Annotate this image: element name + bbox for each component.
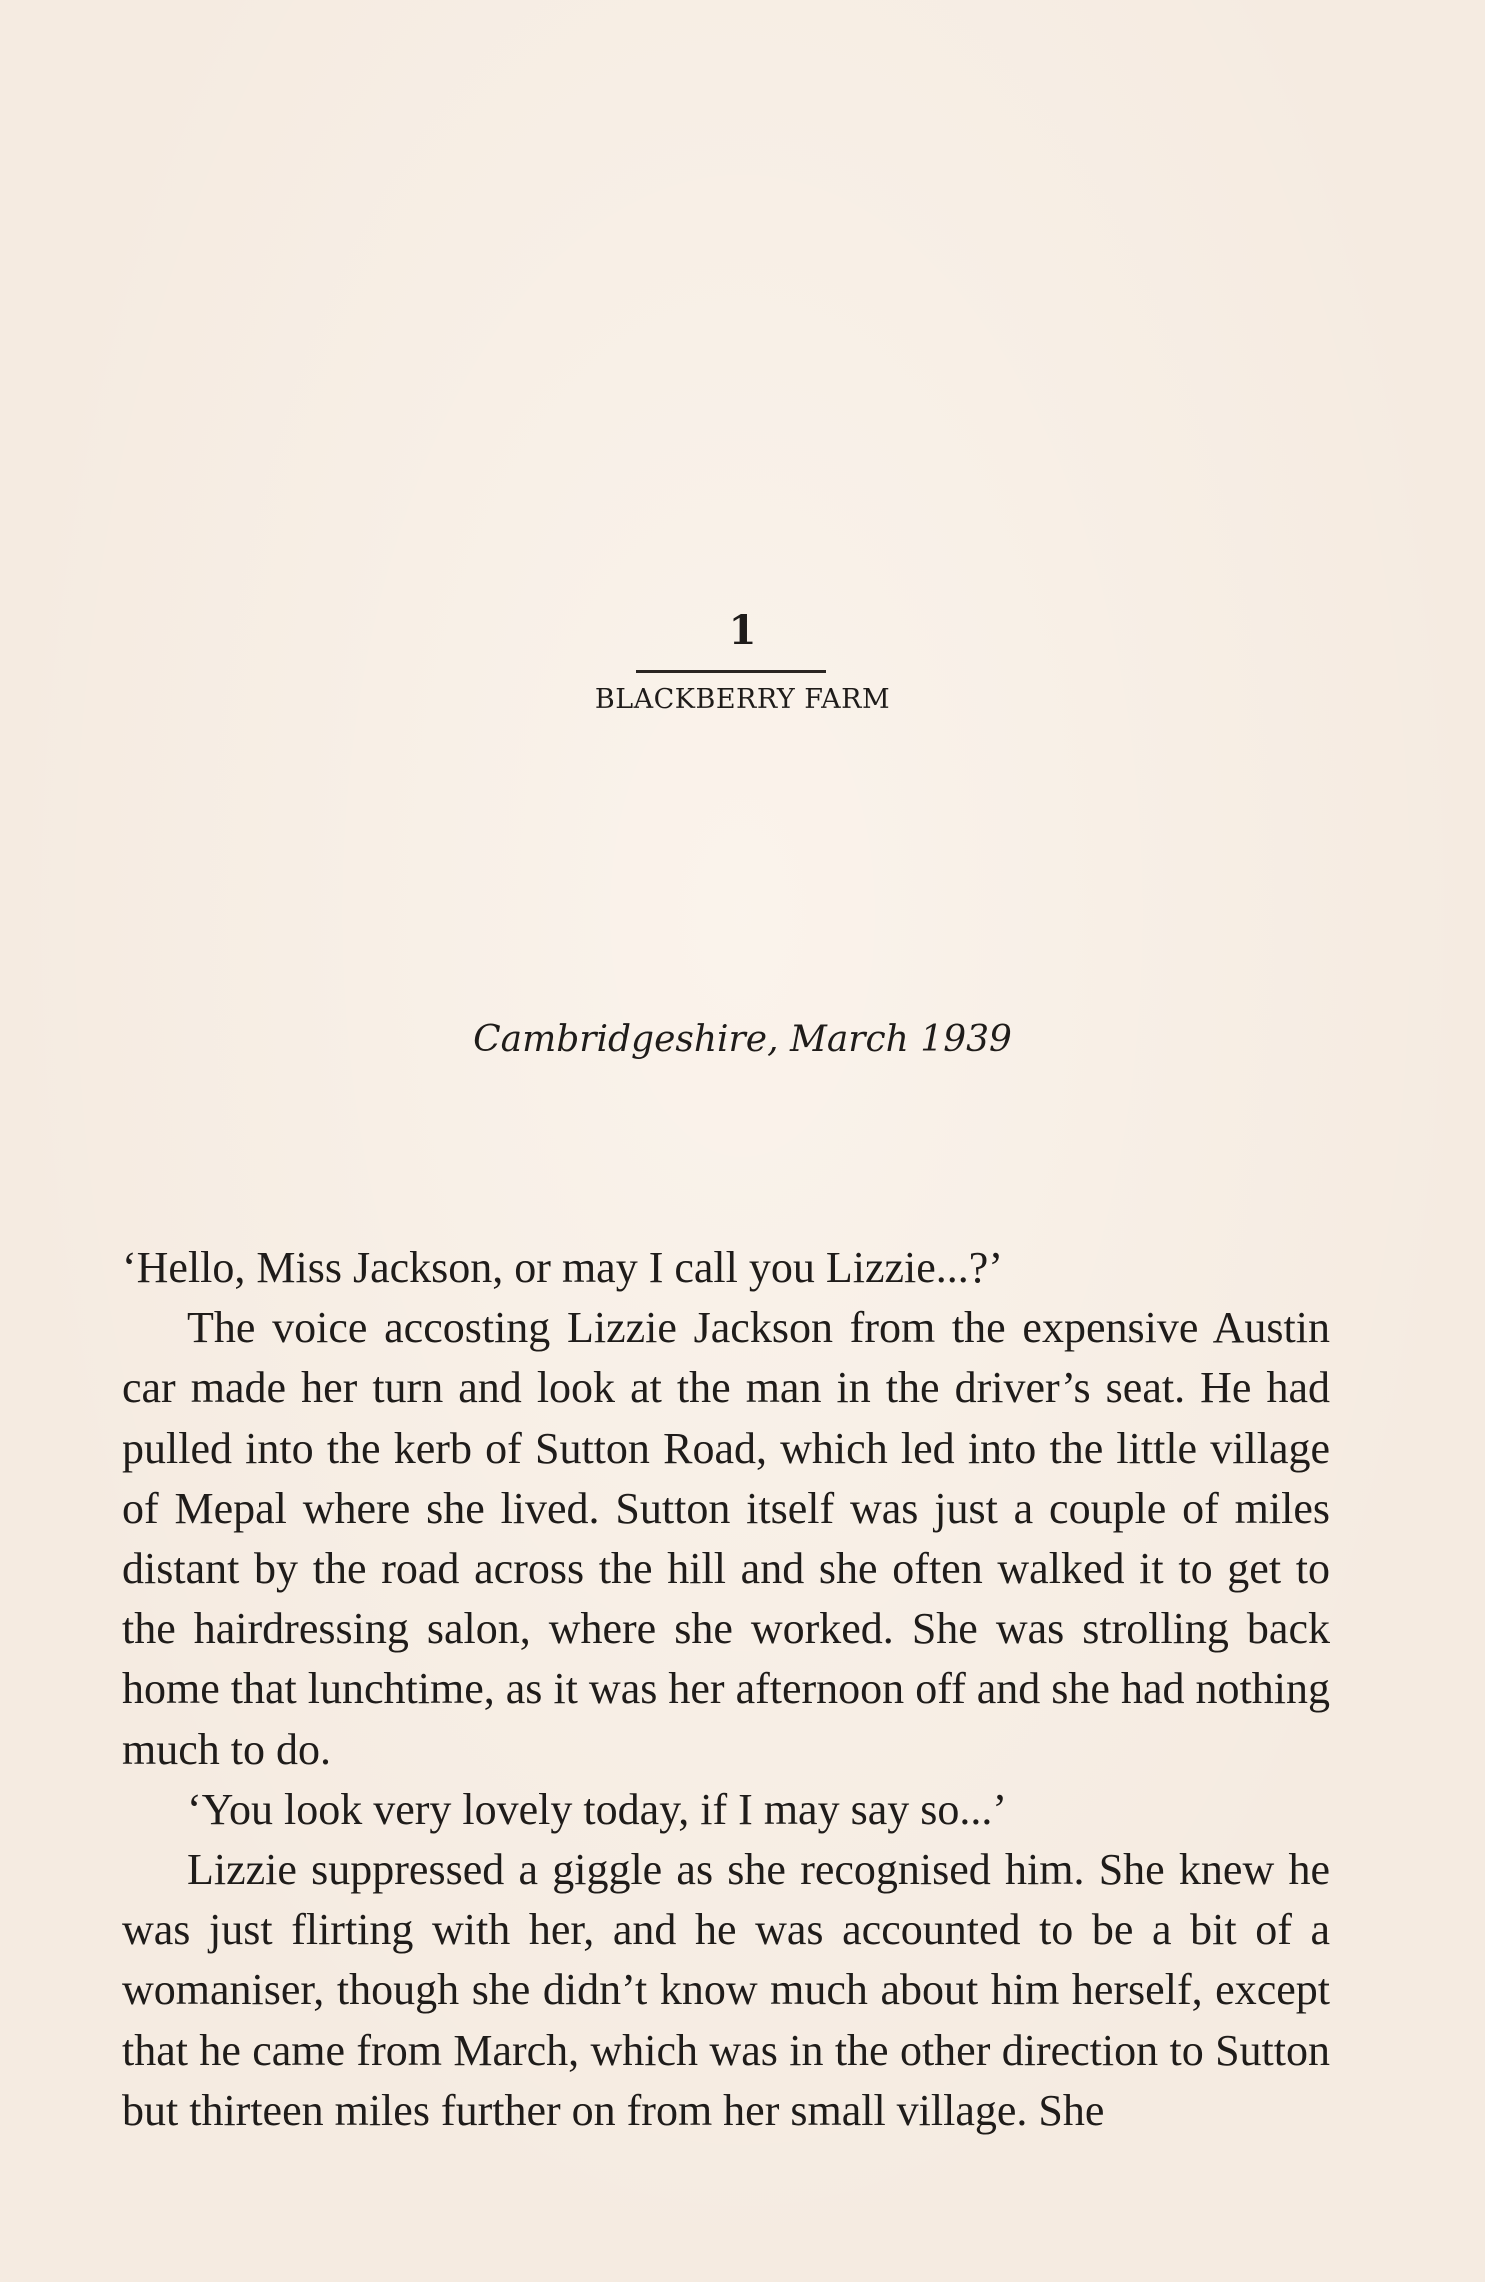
chapter-title: BLACKBERRY FARM	[594, 684, 891, 715]
paragraph: ‘Hello, Miss Jackson, or may I call you Lizzie...?’	[122, 1243, 1003, 1292]
chapter-number: 1	[728, 607, 757, 654]
chapter-divider	[636, 670, 826, 673]
paragraph: ‘You look very lovely today, if I may say so...’	[187, 1784, 1008, 1834]
paragraph: The voice accosting Lizzie Jackson from the expensive Austin car made her turn and look at the man in the driver’s seat. He had pulled into the kerb of Sutton Road, which led into the little village of Mepal where she lived. Sutton itself was just a couple of miles distant by the road across the hill and she often walked it to get to the hairdressing salon, where she worked. She was strolling back home that lunchtime, as it was her afternoon off and she had nothing much to do.	[122, 1303, 1330, 1774]
body-text	[122, 1238, 1330, 2141]
place-and-date: Cambridgeshire, March 1939	[473, 1019, 1012, 1060]
paragraph: Lizzie suppressed a giggle as she recognised him. She knew he was just flirting with her, and he was accounted to be a bit of a womaniser, though she didn’t know much about him herself, except that he came from March, which was in the other direction to Sutton but thirteen miles further on from her small village. She	[122, 1845, 1330, 2135]
